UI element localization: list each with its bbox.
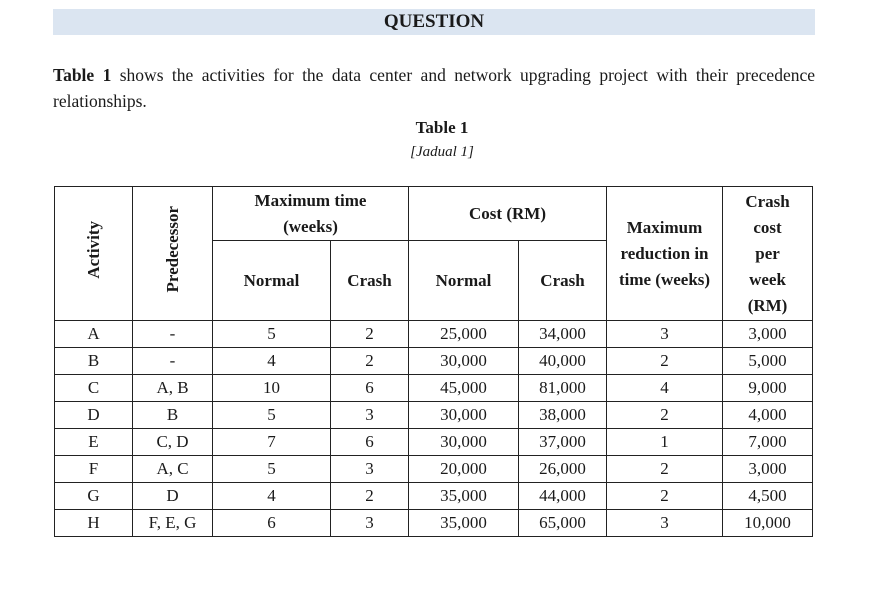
cell-predecessor: F, E, G [133,510,213,537]
cell-predecessor: - [133,348,213,375]
header-cost: Cost (RM) [409,187,607,241]
cell-max-reduction: 3 [607,321,723,348]
cell-cost-crash: 40,000 [519,348,607,375]
table-caption: Table 1 [415,118,469,137]
cell-time-crash: 3 [331,402,409,429]
table-row [55,348,813,375]
cell-time-normal: 6 [213,510,331,537]
table-row [55,483,813,510]
cell-cost-crash: 81,000 [519,375,607,402]
header-max-reduction: Maximum reduction in time (weeks) [607,187,723,321]
cell-max-reduction: 2 [607,456,723,483]
cell-max-reduction: 1 [607,429,723,456]
cell-predecessor: A, B [133,375,213,402]
cell-predecessor: B [133,402,213,429]
table-row [55,402,813,429]
cell-cost-crash: 37,000 [519,429,607,456]
cell-activity: D [55,402,133,429]
cell-cost-crash: 38,000 [519,402,607,429]
table-row [55,456,813,483]
cell-crash-cost: 4,000 [723,402,813,429]
cell-cost-normal: 20,000 [409,456,519,483]
cell-cost-normal: 30,000 [409,402,519,429]
cell-crash-cost: 4,500 [723,483,813,510]
table-row [55,375,813,402]
cell-cost-normal: 30,000 [409,429,519,456]
cell-activity: G [55,483,133,510]
cell-time-normal: 7 [213,429,331,456]
cell-time-crash: 6 [331,429,409,456]
cell-crash-cost: 7,000 [723,429,813,456]
cell-activity: A [55,321,133,348]
table-row [55,429,813,456]
header-activity: Activity [55,187,133,321]
cell-crash-cost: 9,000 [723,375,813,402]
header-time-crash: Crash [331,241,409,321]
cell-cost-normal: 45,000 [409,375,519,402]
cell-max-reduction: 2 [607,348,723,375]
cell-activity: F [55,456,133,483]
cell-time-normal: 10 [213,375,331,402]
cell-time-crash: 6 [331,375,409,402]
cell-cost-crash: 26,000 [519,456,607,483]
cell-time-normal: 4 [213,348,331,375]
cell-predecessor: C, D [133,429,213,456]
intro-paragraph [53,62,815,114]
header-time-normal: Normal [213,241,331,321]
header-predecessor: Predecessor [133,187,213,321]
header-crash-cost: Crash cost per week (RM) [723,187,813,321]
cell-cost-crash: 44,000 [519,483,607,510]
table-caption-translation: [Jadual 1] [410,144,474,160]
cell-predecessor: - [133,321,213,348]
cell-cost-crash: 34,000 [519,321,607,348]
cell-max-reduction: 4 [607,375,723,402]
cell-predecessor: A, C [133,456,213,483]
cell-time-normal: 5 [213,456,331,483]
cell-crash-cost: 3,000 [723,321,813,348]
cell-time-crash: 3 [331,510,409,537]
cell-time-normal: 4 [213,483,331,510]
cell-max-reduction: 2 [607,402,723,429]
cell-cost-normal: 35,000 [409,483,519,510]
cell-max-reduction: 2 [607,483,723,510]
table-row [55,510,813,537]
cell-crash-cost: 3,000 [723,456,813,483]
table-reference: Table 1 [53,65,112,85]
table-row [55,321,813,348]
header-cost-crash: Crash [519,241,607,321]
cell-cost-normal: 35,000 [409,510,519,537]
cell-activity: C [55,375,133,402]
intro-text: shows the activities for the data center and network upgrading project with their precedence relationships. [53,65,815,111]
cell-time-crash: 2 [331,483,409,510]
cell-time-crash: 2 [331,321,409,348]
cell-activity: H [55,510,133,537]
cell-crash-cost: 5,000 [723,348,813,375]
cell-activity: B [55,348,133,375]
cell-time-normal: 5 [213,402,331,429]
header-cost-normal: Normal [409,241,519,321]
cell-cost-normal: 25,000 [409,321,519,348]
cell-max-reduction: 3 [607,510,723,537]
cell-time-crash: 2 [331,348,409,375]
cell-activity: E [55,429,133,456]
cell-cost-crash: 65,000 [519,510,607,537]
section-title: QUESTION [383,11,485,32]
cell-cost-normal: 30,000 [409,348,519,375]
section-header [53,9,815,35]
cell-predecessor: D [133,483,213,510]
cell-time-normal: 5 [213,321,331,348]
activities-table [54,186,813,537]
cell-crash-cost: 10,000 [723,510,813,537]
cell-time-crash: 3 [331,456,409,483]
header-max-time: Maximum time (weeks) [213,187,409,241]
